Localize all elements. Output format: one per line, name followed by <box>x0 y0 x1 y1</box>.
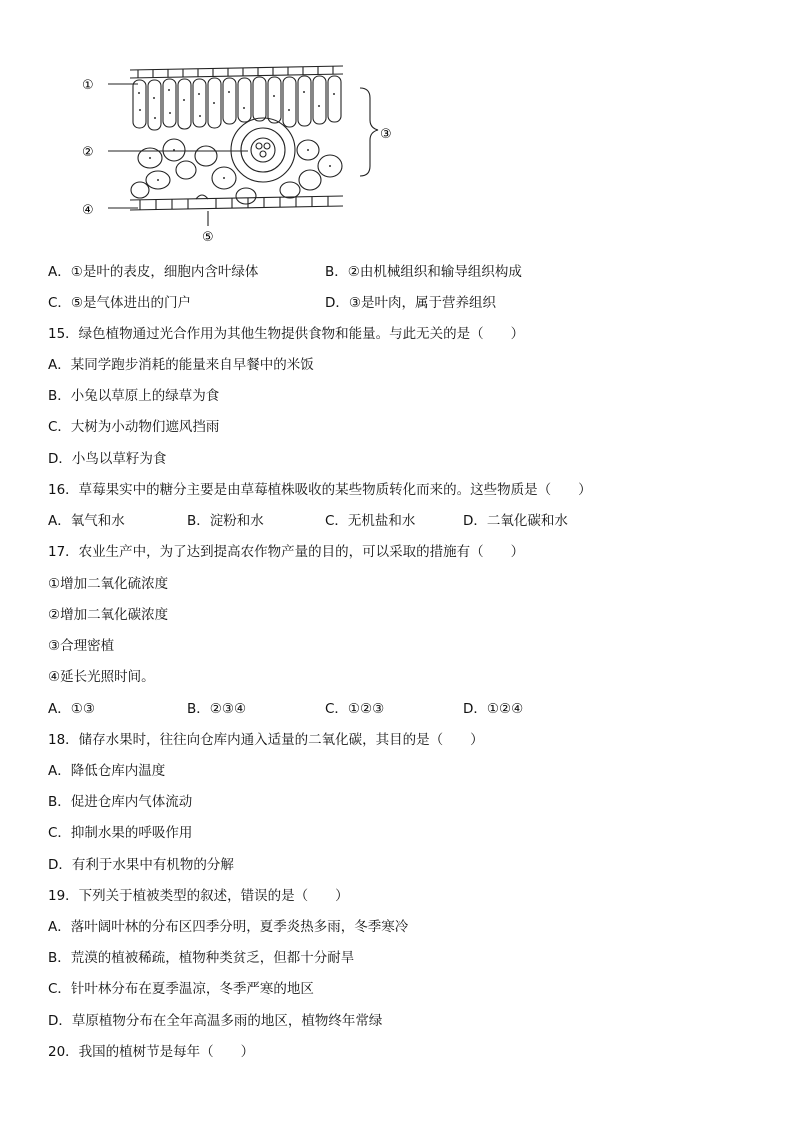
q16-option-d: D．二氧化碳和水 <box>463 513 568 529</box>
q17-stem: 17．农业生产中，为了达到提高农作物产量的目的，可以采取的措施有（ ） <box>48 544 525 560</box>
label-3: ③ <box>380 127 392 142</box>
q15-option-d: D．小鸟以草籽为食 <box>48 451 167 467</box>
label-4: ④ <box>82 203 94 218</box>
q15-option-a: A．某同学跑步消耗的能量来自早餐中的米饭 <box>48 357 314 373</box>
label-5: ⑤ <box>202 230 214 245</box>
q15-option-c: C．大树为小动物们遮风挡雨 <box>48 419 220 435</box>
q16-option-a: A．氧气和水 <box>48 513 125 529</box>
label-2: ② <box>82 145 94 160</box>
q17-item-1: ①增加二氧化硫浓度 <box>48 576 169 592</box>
q14-option-d: D．③是叶肉，属于营养组织 <box>325 295 496 311</box>
leaf-cross-section-figure <box>78 58 408 248</box>
q20-stem: 20．我国的植树节是每年（ ） <box>48 1044 255 1060</box>
q17-option-d: D．①②④ <box>463 701 524 717</box>
q14-option-c: C．⑤是气体进出的门户 <box>48 295 192 311</box>
q16-stem: 16．草莓果实中的糖分主要是由草莓植株吸收的某些物质转化而来的。这些物质是（ ） <box>48 482 592 498</box>
q16-option-b: B．淀粉和水 <box>187 513 264 529</box>
q19-option-d: D．草原植物分布在全年高温多雨的地区，植物终年常绿 <box>48 1013 383 1029</box>
q17-item-4: ④延长光照时间。 <box>48 669 155 685</box>
q17-option-a: A．①③ <box>48 701 95 717</box>
q17-option-b: B．②③④ <box>187 701 247 717</box>
q17-item-2: ②增加二氧化碳浓度 <box>48 607 169 623</box>
q19-option-a: A．落叶阔叶林的分布区四季分明，夏季炎热多雨，冬季寒冷 <box>48 919 409 935</box>
leaf-diagram <box>78 58 408 248</box>
q19-stem: 19．下列关于植被类型的叙述，错误的是（ ） <box>48 888 349 904</box>
q16-option-c: C．无机盐和水 <box>325 513 416 529</box>
q19-option-c: C．针叶林分布在夏季温凉，冬季严寒的地区 <box>48 981 314 997</box>
q18-option-d: D．有利于水果中有机物的分解 <box>48 857 234 873</box>
q15-option-b: B．小兔以草原上的绿草为食 <box>48 388 220 404</box>
q14-option-b: B．②由机械组织和输导组织构成 <box>325 264 522 280</box>
q18-stem: 18．储存水果时，往往向仓库内通入适量的二氧化碳，其目的是（ ） <box>48 732 484 748</box>
q14-option-a: A．①是叶的表皮，细胞内含叶绿体 <box>48 264 259 280</box>
q17-option-c: C．①②③ <box>325 701 385 717</box>
q17-item-3: ③合理密植 <box>48 638 115 654</box>
q15-stem: 15．绿色植物通过光合作用为其他生物提供食物和能量。与此无关的是（ ） <box>48 326 525 342</box>
q18-option-a: A．降低仓库内温度 <box>48 763 166 779</box>
q18-option-b: B．促进仓库内气体流动 <box>48 794 193 810</box>
label-1: ① <box>82 78 94 93</box>
q18-option-c: C．抑制水果的呼吸作用 <box>48 825 193 841</box>
q19-option-b: B．荒漠的植被稀疏，植物种类贫乏，但都十分耐旱 <box>48 950 355 966</box>
